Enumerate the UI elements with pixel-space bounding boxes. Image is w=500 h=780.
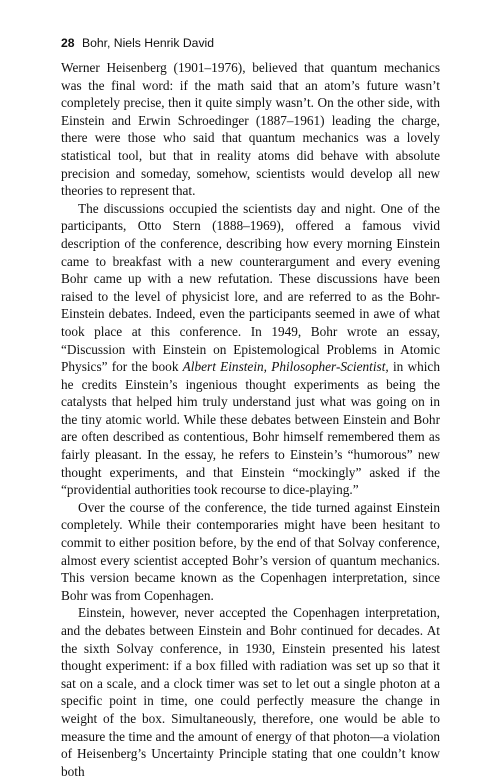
paragraph-text: in which he credits Einstein’s ingenious thought experiments as being the catalysts that helped him truly understand just what was going on in the tiny atomic world. While these debates between Einstein and Bohr are often described as contentious, Bohr himself remembered them as fairly pleasant. In the essay, he refers to Einstein’s “humorous” new thought experiments, and that Einstein “mockingly” asked if the “providential authorities took recourse to dice-playing.” — [61, 359, 440, 498]
paragraph-3 — [61, 499, 440, 605]
paragraph-2 — [61, 200, 440, 499]
running-head — [61, 35, 440, 51]
book-title: Albert Einstein, Philosopher-Scientist, — [182, 359, 389, 375]
body-text — [61, 59, 440, 780]
paragraph-text: Werner Heisenberg (1901–1976), believed that quantum mechanics was the final word: if the math said that an atom’s future wasn’t completely precise, then it quite simply wasn’t. On the other side, with Einstein and Erwin Schroedinger (1887–1961) leading the charge, there were those who said that quantum mechanics was a lovely statistical tool, but that in reality atoms did behave with absolute precision and someday, somehow, scientists would develop all new theories to represent that. — [61, 60, 440, 199]
paragraph-text: Over the course of the conference, the tide turned against Einstein completely. While their contemporaries might have been hesitant to commit to either position before, by the end of that Solvay conference, almost every scientist accepted Bohr’s version of quantum mechanics. This version became known as the Copenhagen interpretation, since Bohr was from Copenhagen. — [61, 499, 440, 603]
paragraph-1 — [61, 59, 440, 200]
paragraph-4 — [61, 604, 440, 780]
paragraph-text: The discussions occupied the scientists day and night. One of the participants, Otto Stern (1888–1969), offered a famous vivid description of the conference, describing how every morning Einstein came to breakfast with a new counterargument and every evening Bohr came up with a new refutation. These discussions have been raised to the level of physicist lore, and are referred to as the Bohr-Einstein debates. Indeed, even the participants seemed in awe of what took place at this conference. In 1949, Bohr wrote an essay, “Discussion with Einstein on Epistemological Problems in Atomic Physics” for the book — [61, 200, 440, 375]
running-head-title: Bohr, Niels Henrik David — [81, 36, 215, 50]
paragraph-text: Einstein, however, never accepted the Copenhagen interpretation, and the debates between Einstein and Bohr continued for decades. At the sixth Solvay conference, in 1930, Einstein presented his latest thought experiment: if a box filled with radiation was set up so that it sat on a scale, and a clock timer was set to let out a single photon at a specific point in time, one could perfectly measure the change in weight of the box. Simultaneously, therefore, one would be able to measure the time and the amount of energy of that photon—a violation of Heisenberg’s Uncertainty Principle stating that one couldn’t know both — [61, 605, 440, 779]
page-number: 28 — [61, 36, 75, 50]
